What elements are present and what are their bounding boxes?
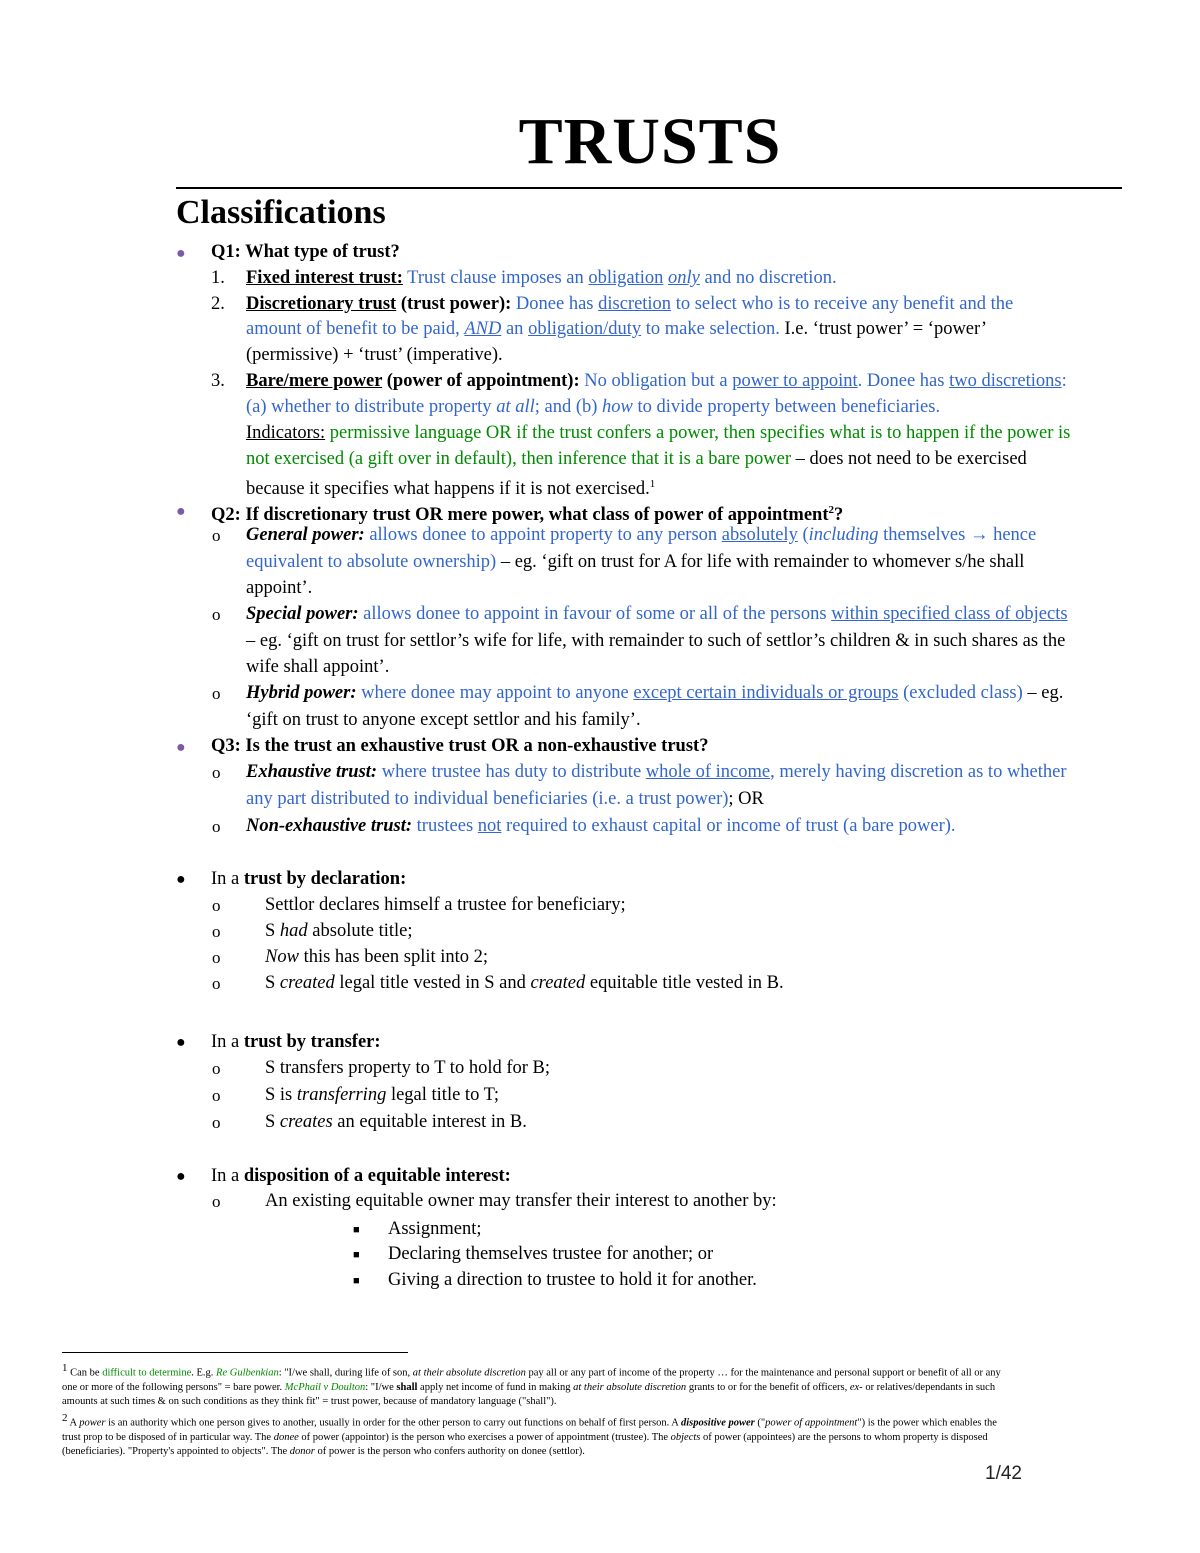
- footnote-1: $^1$ Can be difficult to determine. E.g. Re Gulbenkian: "I/we shall, during life of son, at their absolute discretion pay all or any part of income of the property … for the maintenance and personal support or benefit of all or any one or more of the following persons" = bare power. McPhail v Doulton: "I/we shall apply net income of fund in making at their absolute discretion grants to or for the benefit of officers, ex- or relatives/dependants in such amounts at such times & on such conditions as they think fit" = trust power, because of mandatory language ("shall").: [62, 1362, 1001, 1407]
- footnote-divider: [62, 1352, 408, 1353]
- sub-bullet-icon: o: [212, 526, 221, 545]
- q3-label: Q3: Is the trust an exhaustive trust OR a non-exhaustive trust?: [211, 736, 709, 756]
- transfer-item: S is transferring legal title to T;: [265, 1085, 500, 1105]
- sub-bullet-icon: o: [212, 1086, 221, 1105]
- bullet-icon: ●: [176, 245, 186, 262]
- declaration-heading: In a trust by declaration:: [211, 869, 407, 889]
- sub-bullet-icon: o: [212, 1192, 221, 1211]
- hybrid-power-line1: Hybrid power: where donee may appoint to anyone except certain individuals or groups (excluded class) – eg.: [246, 683, 1064, 703]
- q2-label: Q2: If discretionary trust OR mere power, what class of power of appointment$^2$?: [211, 504, 844, 526]
- bullet-icon: ●: [176, 1034, 186, 1051]
- square-bullet-icon: ■: [353, 1224, 360, 1236]
- bullet-icon: ●: [176, 1168, 186, 1185]
- footnote-ref: 2: [828, 504, 834, 516]
- general-power-line1: General power: allows donee to appoint property to any person absolutely (including themselves → hence: [246, 525, 1037, 545]
- document-title: TRUSTS: [518, 105, 782, 178]
- hybrid-power-line2: ‘gift on trust to anyone except settlor and his family’.: [246, 710, 641, 730]
- sub-bullet-icon: o: [212, 922, 221, 941]
- exhaustive-trust-line1: Exhaustive trust: where trustee has duty to distribute whole of income, merely having discretion as to whether: [246, 762, 1067, 782]
- title-divider: [176, 187, 1122, 189]
- q1-label: Q1: What type of trust?: [211, 242, 400, 262]
- general-power-line2: equivalent to absolute ownership) – eg. ‘gift on trust for A for life with remainder to whomever s/he shall: [246, 552, 1025, 572]
- bare-power-item-line5: because it specifies what happens if it is not exercised.$^1$: [246, 478, 656, 500]
- disposition-sub: An existing equitable owner may transfer their interest to another by:: [265, 1191, 777, 1211]
- declaration-item: Settlor declares himself a trustee for beneficiary;: [265, 895, 626, 915]
- list-number: 1.: [211, 268, 225, 288]
- bare-power-indicators: Indicators: permissive language OR if the trust confers a power, then specifies what is to happen if the power is: [246, 423, 1071, 443]
- square-bullet-icon: ■: [353, 1249, 360, 1261]
- sub-bullet-icon: o: [212, 605, 221, 624]
- special-power-line3: wife shall appoint’.: [246, 657, 390, 677]
- general-power-line3: appoint’.: [246, 578, 313, 598]
- list-number: 2.: [211, 294, 225, 314]
- declaration-item: Now this has been split into 2;: [265, 947, 489, 967]
- sub-bullet-icon: o: [212, 1113, 221, 1132]
- declaration-item: S had absolute title;: [265, 921, 413, 941]
- square-bullet-icon: ■: [353, 1275, 360, 1287]
- sub-bullet-icon: o: [212, 763, 221, 782]
- fixed-interest-item: Fixed interest trust: Trust clause imposes an obligation only and no discretion.: [246, 268, 837, 288]
- sub-bullet-icon: o: [212, 1059, 221, 1078]
- bare-power-item-line1: Bare/mere power (power of appointment): No obligation but a power to appoint. Donee has two discretions:: [246, 371, 1067, 391]
- sub-bullet-icon: o: [212, 948, 221, 967]
- section-heading: Classifications: [176, 194, 386, 231]
- bare-power-item-line4: not exercised (a gift over in default), then inference that it is a bare power – does not need to be exercised: [246, 449, 1027, 469]
- discretionary-item-line2: amount of benefit to be paid, AND an obligation/duty to make selection. I.e. ‘trust power’ = ‘power’: [246, 319, 988, 339]
- transfer-heading: In a trust by transfer:: [211, 1032, 381, 1052]
- disposition-heading: In a disposition of a equitable interest:: [211, 1166, 511, 1186]
- sub-bullet-icon: o: [212, 974, 221, 993]
- footnote-2: $^2$ A power is an authority which one person gives to another, usually in order for the other person to carry out functions on behalf of first person. A dispositive power ("power of appointment") is the power which enables the trust prop to be disposed of in particular way. The donee of power (appointor) is the person who exercises a power of appointment (trustee). The objects of power (appointees) are the persons to whom property is disposed (beneficiaries). "Property's appointed to objects". The donor of power is the person who confers authority on donee (settlor).: [62, 1412, 997, 1457]
- page-number: 1/42: [985, 1463, 1022, 1484]
- transfer-item: S transfers property to T to hold for B;: [265, 1058, 551, 1078]
- transfer-item: S creates an equitable interest in B.: [265, 1112, 527, 1132]
- sub-bullet-icon: o: [212, 817, 221, 836]
- disposition-method: Giving a direction to trustee to hold it for another.: [388, 1270, 757, 1290]
- special-power-line1: Special power: allows donee to appoint in favour of some or all of the persons within specified class of objects: [246, 604, 1068, 624]
- sub-bullet-icon: o: [212, 896, 221, 915]
- bare-power-item-line2: (a) whether to distribute property at all; and (b) how to divide property between beneficiaries.: [246, 397, 941, 417]
- exhaustive-trust-line2: any part distributed to individual beneficiaries (i.e. a trust power); OR: [246, 789, 764, 809]
- discretionary-item-line1: Discretionary trust (trust power): Donee has discretion to select who is to receive any benefit and the: [246, 294, 1014, 314]
- bullet-icon: ●: [176, 503, 186, 520]
- declaration-item: S created legal title vested in S and created equitable title vested in B.: [265, 973, 784, 993]
- non-exhaustive-trust-line: Non-exhaustive trust: trustees not required to exhaust capital or income of trust (a bare power).: [246, 816, 956, 836]
- list-number: 3.: [211, 371, 225, 391]
- disposition-method: Assignment;: [388, 1219, 482, 1239]
- footnote-ref: 1: [649, 478, 656, 490]
- disposition-method: Declaring themselves trustee for another; or: [388, 1244, 714, 1264]
- special-power-line2: – eg. ‘gift on trust for settlor’s wife for life, with remainder to such of settlor’s children & in such shares as the: [246, 631, 1066, 651]
- arrow-icon: →: [969, 525, 989, 545]
- bullet-icon: ●: [176, 739, 186, 756]
- sub-bullet-icon: o: [212, 684, 221, 703]
- bullet-icon: ●: [176, 871, 186, 888]
- discretionary-item-line3: (permissive) + ‘trust’ (imperative).: [246, 345, 503, 365]
